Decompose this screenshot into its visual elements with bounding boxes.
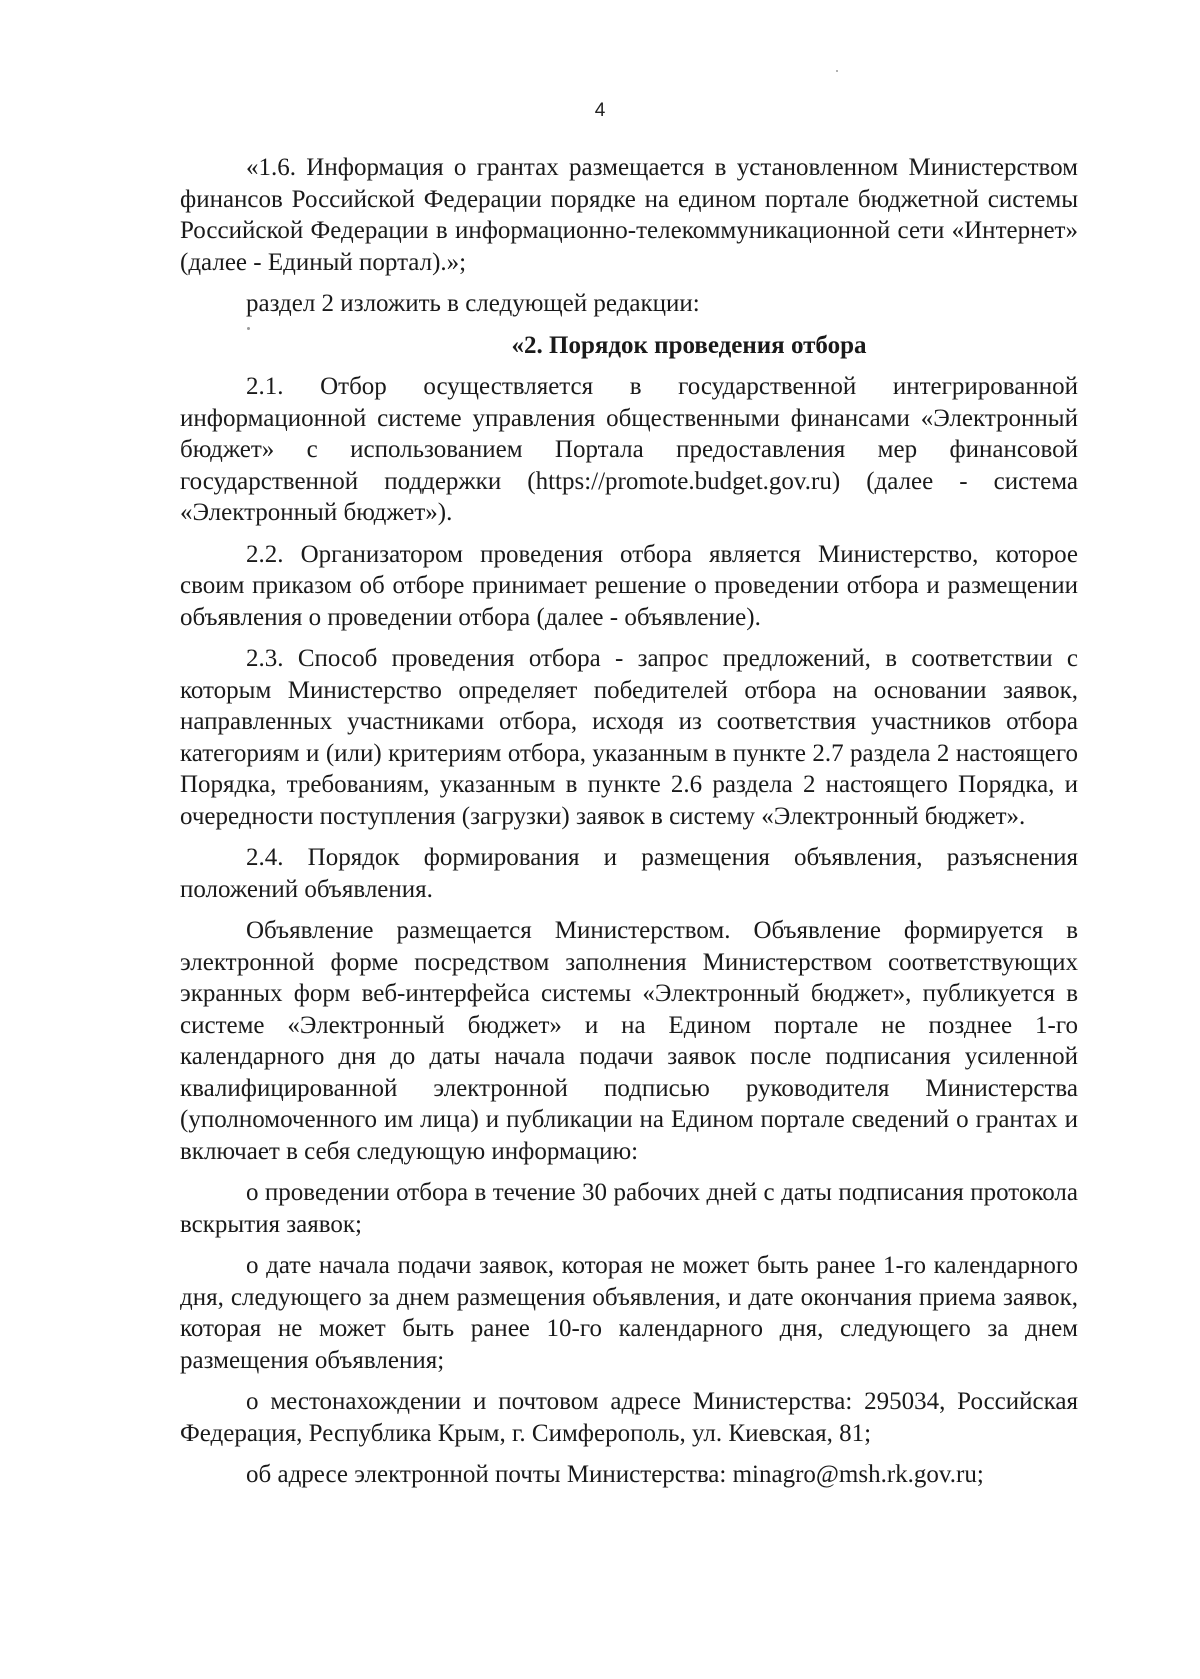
- paragraph-2-2: 2.2. Организатором проведения отбора является Министерство, которое своим приказом об отборе принимает решение о проведении отбора и размещении объявления о проведении отбора (далее - объявление).: [180, 540, 1078, 631]
- section-heading: «2. Порядок проведения отбора: [511, 331, 867, 359]
- paragraph-announcement: Объявление размещается Министерством. Объявление формируется в электронной форме посредством заполнения Министерством соответствующих экранных форм веб-интерфейса системы «Электронный бюджет», публикуется в системе «Электронный бюджет» и на Едином портале не позднее 1-го календарного дня до даты начала подачи заявок после подписания усиленной квалифицированной электронной подписью руководителя Министерства (уполномоченного им лица) и публикации на Едином портале сведений о грантах и включает в себя следующую информацию:: [180, 917, 1078, 1165]
- paragraph-2-1: 2.1. Отбор осуществляется в государственной интегрированной информационной системе управления общественными финансами «Электронный бюджет» с использованием Портала предоставления мер финансовой государственной поддержки (https://promote.budget.gov.ru) (далее - система «Электронный бюджет»).: [180, 373, 1078, 526]
- paragraph-1-6: «1.6. Информация о грантах размещается в установленном Министерством финансов Российской Федерации порядке на едином портале бюджетной системы Российской Федерации в информационно-телекоммуникационной сети «Интернет» (далее - Единый портал).»;: [180, 154, 1078, 276]
- paragraph-section-2-intro: раздел 2 изложить в следующей редакции:: [246, 290, 700, 317]
- paragraph-application-dates: о дате начала подачи заявок, которая не может быть ранее 1-го календарного дня, следующего за днем размещения объявления, и дате окончания приема заявок, которая не может быть ранее 10-го календарного дня, следующего за днем размещения объявления;: [180, 1252, 1078, 1374]
- scan-speck: [836, 70, 838, 72]
- page-number: 4: [594, 100, 606, 121]
- paragraph-2-3: 2.3. Способ проведения отбора - запрос предложений, в соответствии с которым Министерство определяет победителей отбора на основании заявок, направленных участниками отбора, исходя из соответствия участников отбора категориям и (или) критериям отбора, указанным в пункте 2.7 раздела 2 настоящего Порядка, требованиям, указанным в пункте 2.6 раздела 2 настоящего Порядка, и очередности поступления (загрузки) заявок в систему «Электронный бюджет».: [180, 645, 1078, 830]
- paragraph-2-4: 2.4. Порядок формирования и размещения объявления, разъяснения положений объявления.: [180, 844, 1078, 903]
- scan-speck: [247, 327, 250, 330]
- paragraph-ministry-email: об адресе электронной почты Министерства: minagro@msh.rk.gov.ru;: [246, 1461, 984, 1488]
- document-body: [180, 152, 1078, 1501]
- paragraph-ministry-address: о местонахождении и почтовом адресе Министерства: 295034, Российская Федерация, Республика Крым, г. Симферополь, ул. Киевская, 81;: [180, 1388, 1078, 1447]
- paragraph-selection-period: о проведении отбора в течение 30 рабочих дней с даты подписания протокола вскрытия заявок;: [180, 1179, 1078, 1238]
